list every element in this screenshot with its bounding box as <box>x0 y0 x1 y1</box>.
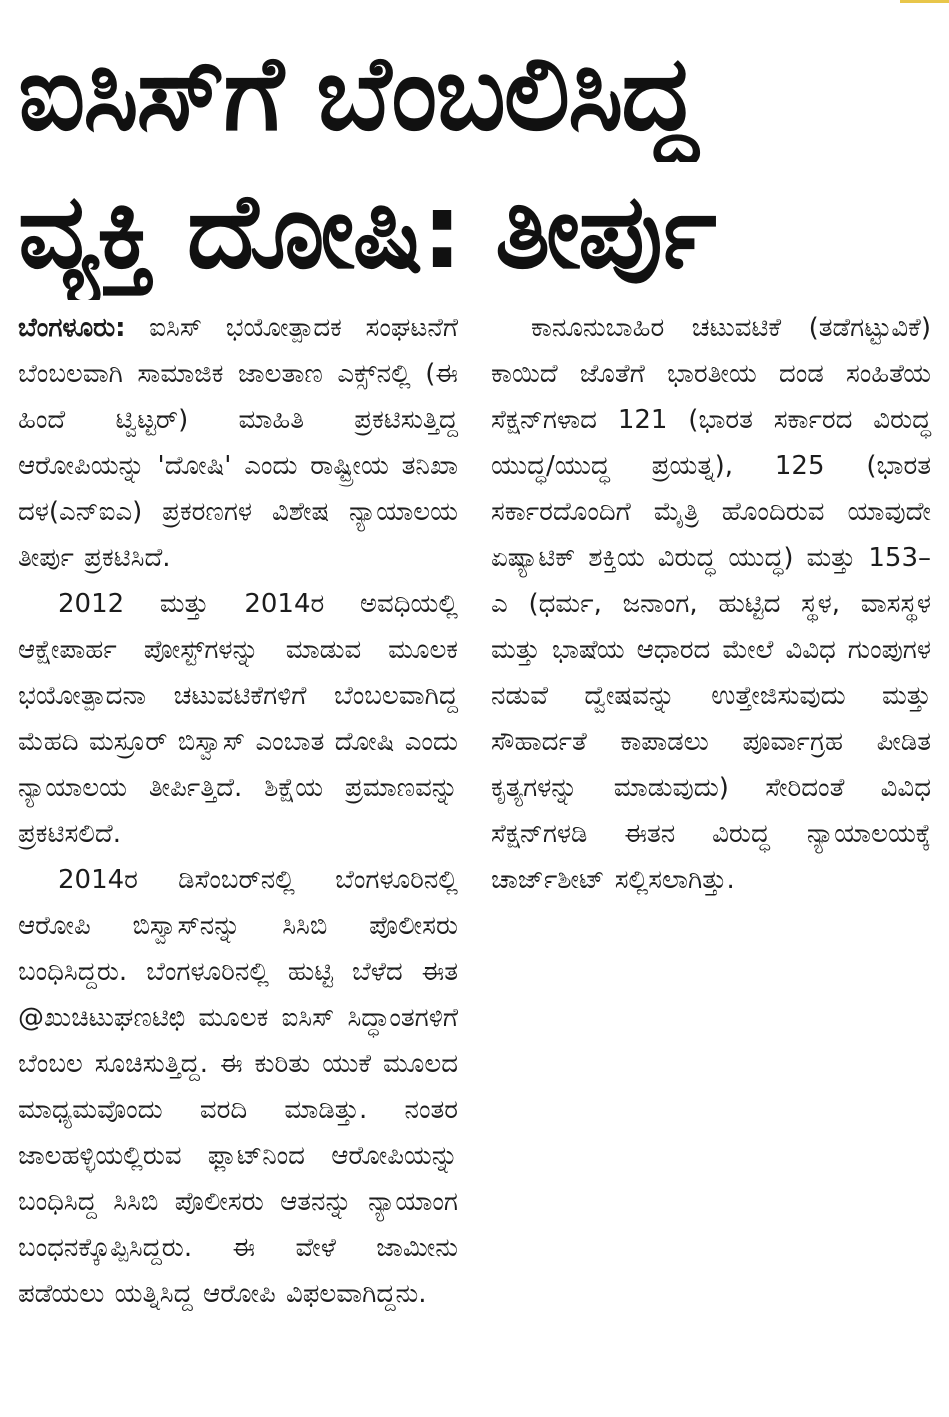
dateline: ಬೆಂಗಳೂರು: <box>18 313 126 343</box>
paragraph-2: 2012 ಮತ್ತು 2014ರ ಅವಧಿಯಲ್ಲಿ ಆಕ್ಷೇಪಾರ್ಹ ಪೋಸ್ಟ್‌ಗಳನ್ನು ಮಾಡುವ ಮೂಲಕ ಭಯೋತ್ಪಾದನಾ ಚಟುವಟಿಕೆಗಳಿಗೆ ಬೆಂಬಲವಾಗಿದ್ದ ಮೆಹದಿ ಮಸ್ರೂರ್ ಬಿಸ್ವಾಸ್ ಎಂಬಾತ ದೋಷಿ ಎಂದು ನ್ಯಾಯಾಲಯ ತೀರ್ಪಿತ್ತಿದೆ. ಶಿಕ್ಷೆಯ ಪ್ರಮಾಣವನ್ನು ಪ್ರಕಟಿಸಲಿದೆ. <box>18 589 458 849</box>
headline <box>18 24 933 300</box>
column-left <box>18 305 458 1317</box>
paragraph-4: ಕಾನೂನುಬಾಹಿರ ಚಟುವಟಿಕೆ (ತಡೆಗಟ್ಟುವಿಕೆ) ಕಾಯಿದೆ ಜೊತೆಗೆ ಭಾರತೀಯ ದಂಡ ಸಂಹಿತೆಯ ಸೆಕ್ಷನ್‌ಗಳಾದ 121 (ಭಾರತ ಸರ್ಕಾರದ ವಿರುದ್ಧ ಯುದ್ಧ/ಯುದ್ಧ ಪ್ರಯತ್ನ), 125 (ಭಾರತ ಸರ್ಕಾರದೊಂದಿಗೆ ಮೈತ್ರಿ ಹೊಂದಿರುವ ಯಾವುದೇ ಏಷ್ಯಾಟಿಕ್ ಶಕ್ತಿಯ ವಿರುದ್ಧ ಯುದ್ಧ) ಮತ್ತು 153–ಎ (ಧರ್ಮ, ಜನಾಂಗ, ಹುಟ್ಟಿದ ಸ್ಥಳ, ವಾಸಸ್ಥಳ ಮತ್ತು ಭಾಷೆಯ ಆಧಾರದ ಮೇಲೆ ವಿವಿಧ ಗುಂಪುಗಳ ನಡುವೆ ದ್ವೇಷವನ್ನು ಉತ್ತೇಜಿಸುವುದು ಮತ್ತು ಸೌಹಾರ್ದತೆ ಕಾಪಾಡಲು ಪೂರ್ವಾಗ್ರಹ ಪೀಡಿತ ಕೃತ್ಯಗಳನ್ನು ಮಾಡುವುದು) ಸೇರಿದಂತೆ ವಿವಿಧ ಸೆಕ್ಷನ್‌ಗಳಡಿ ಈತನ ವಿರುದ್ಧ ನ್ಯಾಯಾಲಯಕ್ಕೆ ಚಾರ್ಜ್‌ಶೀಟ್ ಸಲ್ಲಿಸಲಾಗಿತ್ತು. <box>491 313 931 895</box>
headline-line-1: ಐಸಿಸ್‌ಗೆ ಬೆಂಬಲಿಸಿದ್ದ <box>18 32 696 154</box>
paragraph-3: 2014ರ ಡಿಸೆಂಬರ್‌ನಲ್ಲಿ ಬೆಂಗಳೂರಿನಲ್ಲಿ ಆರೋಪಿ ಬಿಸ್ವಾಸ್‌ನನ್ನು ಸಿಸಿಬಿ ಪೊಲೀಸರು ಬಂಧಿಸಿದ್ದರು. ಬೆಂಗಳೂರಿನಲ್ಲಿ ಹುಟ್ಟಿ ಬೆಳೆದ ಈತ @ಖುಚಿಟುಘಣಟಿಛಿ ಮೂಲಕ ಐಸಿಸ್ ಸಿದ್ಧಾಂತಗಳಿಗೆ ಬೆಂಬಲ ಸೂಚಿಸುತ್ತಿದ್ದ. ಈ ಕುರಿತು ಯುಕೆ ಮೂಲದ ಮಾಧ್ಯಮವೊಂದು ವರದಿ ಮಾಡಿತ್ತು. ನಂತರ ಜಾಲಹಳ್ಳಿಯಲ್ಲಿರುವ ಫ್ಲಾಟ್‌ನಿಂದ ಆರೋಪಿಯನ್ನು ಬಂಧಿಸಿದ್ದ ಸಿಸಿಬಿ ಪೊಲೀಸರು ಆತನನ್ನು ನ್ಯಾಯಾಂಗ ಬಂಧನಕ್ಕೊಪ್ಪಿಸಿದ್ದರು. ಈ ವೇಳೆ ಜಾಮೀನು ಪಡೆಯಲು ಯತ್ನಿಸಿದ್ದ ಆರೋಪಿ ವಿಫಲವಾಗಿದ್ದನು. <box>18 865 458 1309</box>
article-body <box>18 305 931 1317</box>
paragraph-1 <box>18 305 458 581</box>
paragraph-1-text: ಐಸಿಸ್ ಭಯೋತ್ಪಾದಕ ಸಂಘಟನೆಗೆ ಬೆಂಬಲವಾಗಿ ಸಾಮಾಜಿಕ ಜಾಲತಾಣ ಎಕ್ಸ್‌ನಲ್ಲಿ (ಈ ಹಿಂದೆ ಟ್ವಿಟ್ಟರ್) ಮಾಹಿತಿ ಪ್ರಕಟಿಸುತ್ತಿದ್ದ ಆರೋಪಿಯನ್ನು 'ದೋಷಿ' ಎಂದು ರಾಷ್ಟ್ರೀಯ ತನಿಖಾ ದಳ(ಎನ್‌ಐಎ) ಪ್ರಕರಣಗಳ ವಿಶೇಷ ನ್ಯಾಯಾಲಯ ತೀರ್ಪು ಪ್ರಕಟಿಸಿದೆ. <box>18 313 458 573</box>
column-right <box>491 305 931 1317</box>
top-accent-rule <box>900 0 949 3</box>
headline-line-2: ವ್ಯಕ್ತಿ ದೋಷಿ: ತೀರ್ಪು <box>18 170 715 292</box>
